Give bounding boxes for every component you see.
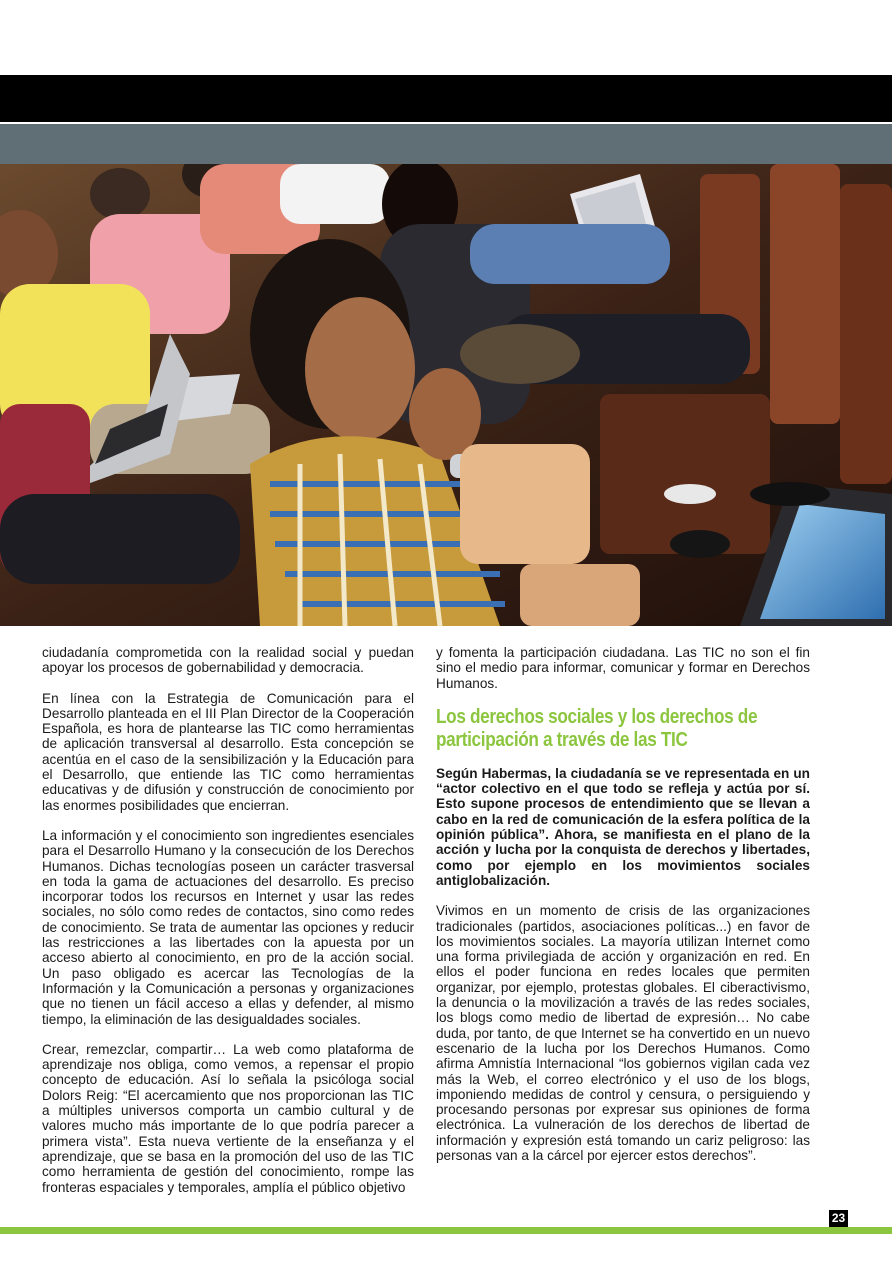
footer-green-bar bbox=[0, 1227, 892, 1234]
left-paragraph-4: Crear, remezclar, compartir… La web como plataforma de aprendizaje nos obliga, como vemos, a repensar el propio concepto de educación. Así lo señala la psicóloga social Dolors Reig: “El acercamiento que nos proporcionan las TIC a múltiples universos comporta un cambio cultural y de valores mucho más importante de lo que podría parecer a primera vista”. Esta nueva vertiente de la enseñanza y el aprendizaje, que se basa en la promoción del uso de las TIC como herramienta de gestión del conocimiento, rompe las fronteras espaciales y temporales, amplía el público objetivo bbox=[42, 1041, 414, 1195]
header-gray-band bbox=[0, 124, 892, 164]
section-heading: Los derechos sociales y los derechos de participación a través de las TIC bbox=[436, 705, 758, 751]
header-black-band bbox=[0, 75, 892, 122]
left-paragraph-3: La información y el conocimiento son ingredientes esenciales para el Desarrollo Humano y la consecución de los Derechos Humanos. Dichas tecnologías poseen un carácter trasversal en toda la gama de actuaciones del desarrollo. Es preciso incorporar todos los recursos en Internet y usar las redes sociales, no sólo como redes de contactos, sino como redes de conocimiento. Se trata de aumentar las opciones y reducir las restricciones a las libertades con la apuesta por un acceso abierto al conocimiento, en pro de la acción social. Un paso obligado es acercar las Tecnologías de la Información y la Comunicación a personas y organizaciones que no tienen un fácil acceso a ellas y defender, al mismo tiempo, la eliminación de las desigualdades sociales. bbox=[42, 827, 414, 1027]
left-paragraph-2: En línea con la Estrategia de Comunicación para el Desarrollo planteada en el III Plan Director de la Cooperación Española, es hora de plantearse las TIC como herramientas de aplicación transversal al desarrollo. Esta concepción se acentúa en el caso de la sensibilización y la Educación para el Desarrollo, que entiende las TIC como herramientas educativas y de difusión y construcción de conocimiento por las enormes posibilidades que encierran. bbox=[42, 690, 414, 813]
right-column bbox=[436, 645, 810, 1178]
right-paragraph-2: Vivimos en un momento de crisis de las organizaciones tradicionales (partidos, asociaciones políticas...) en favor de los movimientos sociales. La mayoría utilizan Internet como una forma privilegiada de acción y organización en red. En ellos el poder funciona en redes locales que permiten organizar, por ejemplo, protestas globales. El ciberactivismo, la denuncia o la movilización a través de las redes sociales, los blogs como medio de libertad de expresión… No cabe duda, por tanto, de que Internet se ha convertido en un nuevo escenario de la lucha por los Derechos Humanos. Como afirma Amnistía Internacional “los gobiernos vigilan cada vez más la Web, el correo electrónico y el uso de los blogs, imponiendo medidas de control y censura, o persiguiendo y procesando personas por expresar sus opiniones de forma electrónica. La vulneración de los derechos de libertad de información y expresión está tomando un cariz peligroso: las personas van a la cárcel por ejercer estos derechos”. bbox=[436, 903, 810, 1164]
conference-audience-photo bbox=[0, 164, 892, 626]
right-paragraph-1: y fomenta la participación ciudadana. Las TIC no son el fin sino el medio para informar, comunicar y formar en Derechos Humanos. bbox=[436, 645, 810, 691]
lead-paragraph: Según Habermas, la ciudadanía se ve representada en un “actor colectivo en el que todo se refleja y actúa por sí. Esto supone procesos de entendimiento que se llevan a cabo en la red de comunicación de la esfera política de la opinión pública”. Ahora, se manifiesta en el plano de la acción y lucha por la conquista de derechos y libertades, como por ejemplo en los movimientos sociales antiglobalización. bbox=[436, 765, 810, 888]
left-paragraph-1: ciudadanía comprometida con la realidad social y puedan apoyar los procesos de gobernabilidad y democracia. bbox=[42, 645, 414, 676]
page-number: 23 bbox=[829, 1210, 848, 1227]
left-column bbox=[42, 645, 414, 1210]
